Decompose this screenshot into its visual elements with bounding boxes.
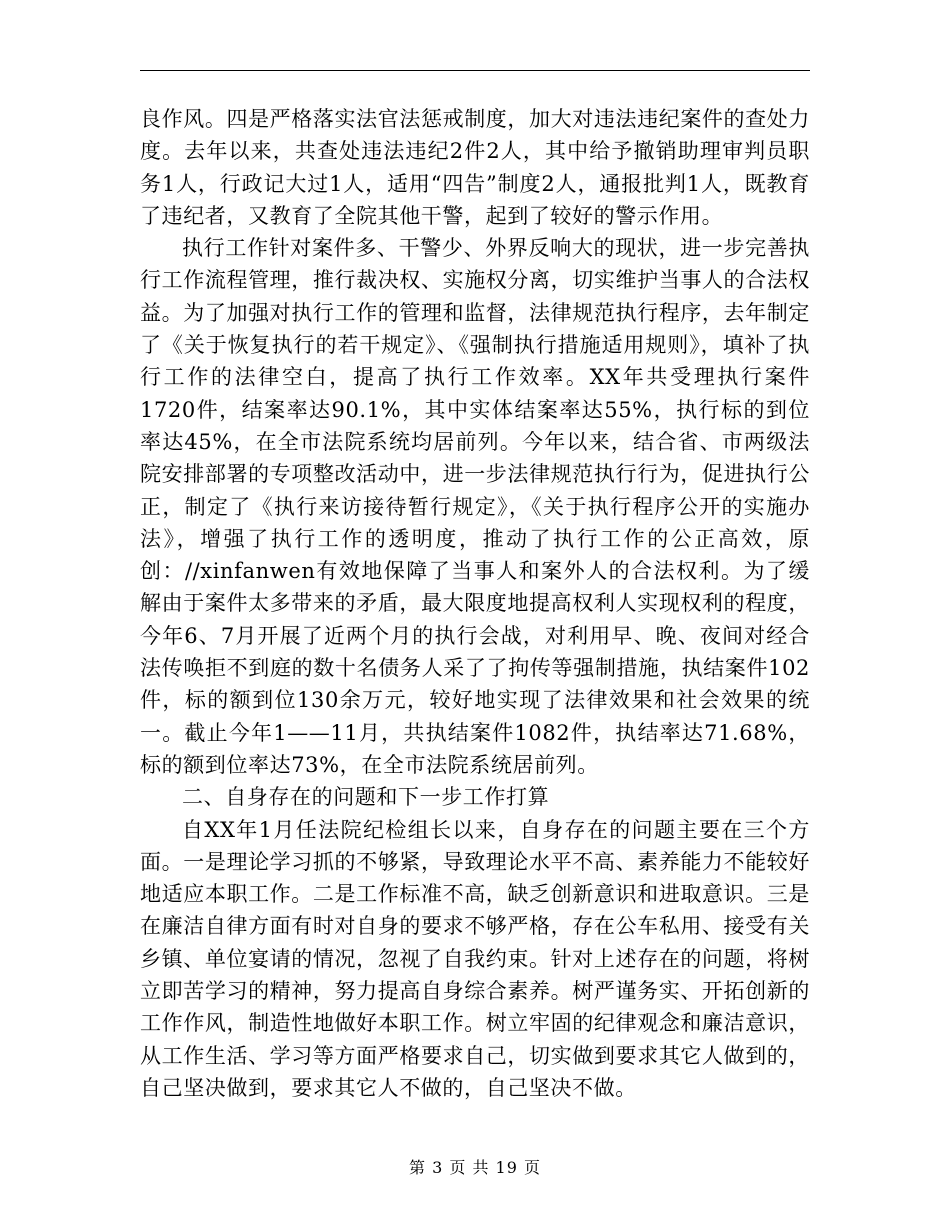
page-number-footer: 第 3 页 共 19 页 [409,1158,541,1177]
header-rule [140,70,810,71]
section-heading: 二、自身存在的问题和下一步工作打算 [182,785,550,810]
paragraph-problems: 自XX年1月任法院纪检组长以来，自身存在的问题主要在三个方面。一是理论学习抓的不够紧，导致理论水平不高、素养能力不能较好地适应本职工作。二是工作标准不高，缺乏创新意识和进取意识。三是在廉洁自律方面有时对自身的要求不够严格，存在公车私用、接受有关乡镇、单位宴请的情况，忽视了自我约束。针对上述存在的问题，将树立即苦学习的精神，努力提高自身综合素养。树严谨务实、开拓创新的工作作风，制造性地做好本职工作。树立牢固的纪律观念和廉洁意识，从工作生活、学习等方面严格要求自己，切实做到要求其它人做到的，自己坚决做到，要求其它人不做的，自己坚决不做。 [140,817,810,1100]
document-body [140,103,810,1104]
paragraph-continuation: 良作风。四是严格落实法官法惩戒制度，加大对违法违纪案件的查处力度。去年以来，共查处违法违纪2件2人，其中给予撤销助理审判员职务1人，行政记大过1人，适用“四告”制度2人，通报批判1人，既教育了违纪者，又教育了全院其他干警，起到了较好的警示作用。 [140,107,810,228]
paragraph-enforcement: 执行工作针对案件多、干警少、外界反响大的现状，进一步完善执行工作流程管理，推行裁决权、实施权分离，切实维护当事人的合法权益。为了加强对执行工作的管理和监督，法律规范执行程序，去年制定了《关于恢复执行的若干规定》、《强制执行措施适用规则》，填补了执行工作的法律空白，提高了执行工作效率。XX年共受理执行案件1720件，结案率达90.1%，其中实体结案率达55%，执行标的到位率达45%，在全市法院系统均居前列。今年以来，结合省、市两级法院安排部署的专项整改活动中，进一步法律规范执行行为，促进执行公正，制定了《执行来访接待暂行规定》，《关于执行程序公开的实施办法》，增强了执行工作的透明度，推动了执行工作的公正高效，原创：//xinfanwen有效地保障了当事人和案外人的合法权利。为了缓解由于案件太多带来的矛盾，最大限度地提高权利人实现权利的程度，今年6、7月开展了近两个月的执行会战，对利用早、晚、夜间对经合法传唤拒不到庭的数十名债务人采了了拘传等强制措施，执结案件102件，标的额到位130余万元，较好地实现了法律效果和社会效果的统一。截止今年1——11月，共执结案件1082件，执结率达71.68%，标的额到位率达73%，在全市法院系统居前列。 [140,236,810,777]
